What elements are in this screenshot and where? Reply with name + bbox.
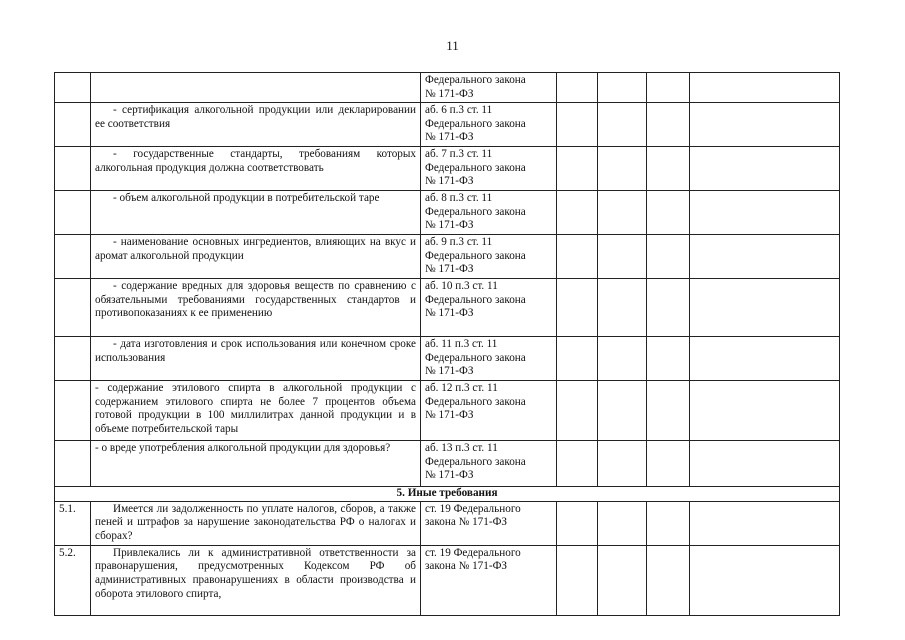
legal-reference-line: № 171-ФЗ — [425, 131, 474, 144]
legal-reference-line: закона № 171-ФЗ — [425, 516, 508, 529]
requirement-text: - содержание вредных для здоровья веществ по сравнению с обязательными требованиями государственных стандартов и противопоказаниях к ее применению — [91, 279, 421, 337]
answer-yes-cell[interactable] — [557, 235, 598, 279]
answer-na-cell[interactable] — [647, 545, 690, 615]
answer-no-cell[interactable] — [598, 441, 647, 487]
answer-na-cell[interactable] — [647, 235, 690, 279]
legal-reference-line: Федерального закона — [425, 117, 526, 130]
answer-yes-cell[interactable] — [557, 147, 598, 191]
legal-reference-line: аб. 10 п.3 ст. 11 — [425, 280, 498, 293]
notes-cell[interactable] — [690, 501, 840, 545]
answer-yes-cell[interactable] — [557, 441, 598, 487]
legal-reference-line: Федерального закона — [425, 161, 526, 174]
notes-cell[interactable] — [690, 103, 840, 147]
requirement-text: - наименование основных ингредиентов, влияющих на вкус и аромат алкогольной продукции — [91, 235, 421, 279]
answer-yes-cell[interactable] — [557, 501, 598, 545]
legal-reference — [421, 545, 557, 615]
legal-reference-line: аб. 7 п.3 ст. 11 — [425, 148, 493, 161]
legal-reference-line: Федерального закона — [425, 249, 526, 262]
legal-reference — [421, 501, 557, 545]
table-row — [55, 103, 840, 147]
legal-reference-line: № 171-ФЗ — [425, 87, 474, 100]
table-row — [55, 191, 840, 235]
legal-reference — [421, 191, 557, 235]
section-title: 5. Иные требования — [55, 487, 840, 502]
table-row — [55, 337, 840, 381]
table-row — [55, 441, 840, 487]
section-header-row — [55, 487, 840, 502]
notes-cell[interactable] — [690, 545, 840, 615]
requirement-text — [91, 73, 421, 103]
row-number — [55, 337, 91, 381]
legal-reference — [421, 147, 557, 191]
answer-na-cell[interactable] — [647, 147, 690, 191]
row-number — [55, 441, 91, 487]
requirement-text: - дата изготовления и срок использования или конечном сроке использования — [91, 337, 421, 381]
row-number — [55, 147, 91, 191]
answer-na-cell[interactable] — [647, 191, 690, 235]
table-row — [55, 501, 840, 545]
legal-reference-line: № 171-ФЗ — [425, 469, 474, 482]
notes-cell[interactable] — [690, 381, 840, 441]
legal-reference-line: Федерального закона — [425, 395, 526, 408]
legal-reference-line: № 171-ФЗ — [425, 175, 474, 188]
row-number — [55, 73, 91, 103]
legal-reference-line: Федерального закона — [425, 74, 526, 86]
requirement-text: - содержание этилового спирта в алкогольной продукции с содержанием этилового спирта не более 7 процентов объема готовой продукции в 100 миллилитрах данной продукции и в объеме потребительской тары — [91, 381, 421, 441]
page-number: 11 — [446, 38, 459, 53]
legal-reference-line: аб. 12 п.3 ст. 11 — [425, 382, 498, 395]
row-number — [55, 191, 91, 235]
legal-reference-line: Федерального закона — [425, 205, 526, 218]
answer-no-cell[interactable] — [598, 73, 647, 103]
legal-reference-line: № 171-ФЗ — [425, 263, 474, 276]
legal-reference-line: аб. 13 п.3 ст. 11 — [425, 442, 498, 455]
table-row — [55, 73, 840, 103]
answer-no-cell[interactable] — [598, 279, 647, 337]
notes-cell[interactable] — [690, 337, 840, 381]
answer-yes-cell[interactable] — [557, 191, 598, 235]
answer-na-cell[interactable] — [647, 73, 690, 103]
legal-reference — [421, 73, 557, 103]
answer-no-cell[interactable] — [598, 191, 647, 235]
table-row — [55, 235, 840, 279]
answer-yes-cell[interactable] — [557, 381, 598, 441]
legal-reference-line: Федерального закона — [425, 293, 526, 306]
row-number: 5.1. — [55, 501, 91, 545]
legal-reference-line: Федерального закона — [425, 351, 526, 364]
answer-na-cell[interactable] — [647, 337, 690, 381]
answer-na-cell[interactable] — [647, 441, 690, 487]
answer-no-cell[interactable] — [598, 103, 647, 147]
row-number — [55, 235, 91, 279]
row-number — [55, 381, 91, 441]
legal-reference-line: № 171-ФЗ — [425, 307, 474, 320]
notes-cell[interactable] — [690, 147, 840, 191]
answer-yes-cell[interactable] — [557, 73, 598, 103]
table-row — [55, 147, 840, 191]
requirement-text: Имеется ли задолженность по уплате налогов, сборов, а также пеней и штрафов за нарушение законодательства РФ о налогах и сборах? — [91, 501, 421, 545]
legal-reference — [421, 235, 557, 279]
legal-reference — [421, 103, 557, 147]
legal-reference-line: закона № 171-ФЗ — [425, 560, 508, 573]
answer-yes-cell[interactable] — [557, 279, 598, 337]
answer-no-cell[interactable] — [598, 235, 647, 279]
legal-reference — [421, 279, 557, 337]
legal-reference — [421, 337, 557, 381]
legal-reference-line: аб. 9 п.3 ст. 11 — [425, 236, 493, 249]
answer-yes-cell[interactable] — [557, 337, 598, 381]
legal-reference-line: ст. 19 Федерального — [425, 546, 521, 559]
legal-reference-line: ст. 19 Федерального — [425, 502, 521, 515]
legal-reference-line: № 171-ФЗ — [425, 409, 474, 422]
answer-no-cell[interactable] — [598, 545, 647, 615]
legal-reference-line: № 171-ФЗ — [425, 365, 474, 378]
notes-cell[interactable] — [690, 235, 840, 279]
legal-reference-line: аб. 6 п.3 ст. 11 — [425, 104, 493, 117]
notes-cell[interactable] — [690, 441, 840, 487]
table-row — [55, 381, 840, 441]
requirements-table — [54, 72, 840, 616]
legal-reference — [421, 381, 557, 441]
answer-no-cell[interactable] — [598, 381, 647, 441]
notes-cell[interactable] — [690, 279, 840, 337]
requirement-text: - сертификация алкогольной продукции или декларировании ее соответствия — [91, 103, 421, 147]
answer-yes-cell[interactable] — [557, 545, 598, 615]
notes-cell[interactable] — [690, 73, 840, 103]
legal-reference-line: аб. 11 п.3 ст. 11 — [425, 338, 498, 351]
answer-yes-cell[interactable] — [557, 103, 598, 147]
row-number — [55, 103, 91, 147]
answer-no-cell[interactable] — [598, 147, 647, 191]
row-number: 5.2. — [55, 545, 91, 615]
legal-reference-line: № 171-ФЗ — [425, 219, 474, 232]
answer-na-cell[interactable] — [647, 501, 690, 545]
table-row — [55, 279, 840, 337]
answer-no-cell[interactable] — [598, 501, 647, 545]
legal-reference-line: аб. 8 п.3 ст. 11 — [425, 192, 493, 205]
answer-na-cell[interactable] — [647, 103, 690, 147]
requirement-text: - государственные стандарты, требованиям которых алкогольная продукция должна соответствовать — [91, 147, 421, 191]
answer-na-cell[interactable] — [647, 279, 690, 337]
requirement-text: - о вреде употребления алкогольной продукции для здоровья? — [91, 441, 421, 487]
notes-cell[interactable] — [690, 191, 840, 235]
row-number — [55, 279, 91, 337]
legal-reference — [421, 441, 557, 487]
legal-reference-line: Федерального закона — [425, 455, 526, 468]
answer-na-cell[interactable] — [647, 381, 690, 441]
requirement-text: - объем алкогольной продукции в потребительской таре — [91, 191, 421, 235]
table-row — [55, 545, 840, 615]
answer-no-cell[interactable] — [598, 337, 647, 381]
requirement-text: Привлекались ли к административной ответственности за правонарушения, предусмотренных Кодексом РФ об административных правонарушениях в области производства и оборота этилового спирта, — [91, 545, 421, 615]
